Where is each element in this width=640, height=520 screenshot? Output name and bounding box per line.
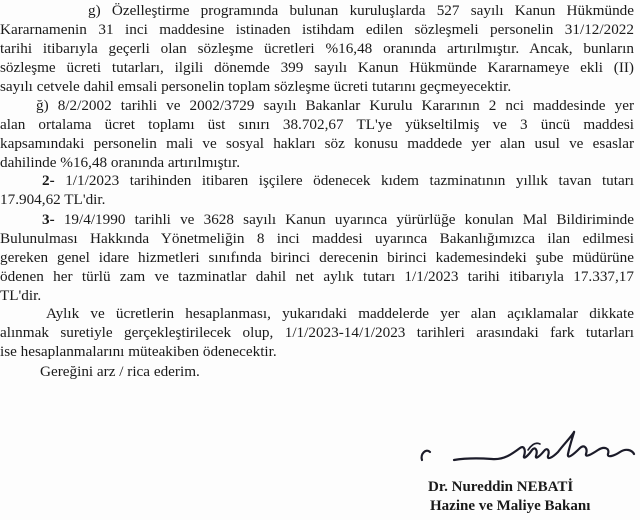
text-line: alınmak suretiyle gerçekleştirilecek olup, 1/1/2023-14/1/2023 tarihleri arasındaki fark tutarları bbox=[0, 324, 634, 341]
handwritten-signature bbox=[408, 414, 640, 480]
text-line: kapsamındaki personelin mali ve sosyal hakları söz konusu maddede yer alan usul ve esaslar bbox=[0, 135, 634, 152]
text-line: alan ortalama ücret toplamı üst sınırı 38.702,67 TL'ye yükseltilmiş ve 3 üncü maddesi bbox=[0, 116, 634, 133]
text-line bbox=[0, 171, 640, 190]
signatory-name: Dr. Nureddin NEBATİ bbox=[428, 479, 574, 495]
text-line: sayılı cetvele dahil emsali personelin toplam sözleşme ücreti tutarını geçmeyecektir. bbox=[0, 78, 512, 95]
paragraph-item-3 bbox=[0, 210, 640, 305]
item-text: 1/1/2023 tarihinden itibaren işçilere ödenecek kıdem tazminatının yıllık tavan tutarı bbox=[54, 172, 634, 189]
text-line: ğ) 8/2/2002 tarihli ve 2002/3729 sayılı Bakanlar Kurulu Kararının 2 nci maddesinde yer bbox=[36, 97, 634, 114]
text-line: gereken genel idare hizmetleri sınıfında birinci derecenin birinci kademesindeki şube müdürüne bbox=[0, 249, 634, 266]
item-text: 19/4/1990 tarihli ve 3628 sayılı Kanun uyarınca yürürlüğe konulan Mal Bildiriminde bbox=[54, 211, 634, 228]
closing-text: Gereğini arz / rica ederim. bbox=[40, 363, 200, 380]
item-number: 2- bbox=[42, 172, 55, 189]
signatory-title: Hazine ve Maliye Bakanı bbox=[430, 498, 591, 514]
item-number: 3- bbox=[42, 211, 55, 228]
text-line: Aylık ve ücretlerin hesaplanması, yukarıdaki maddelerde yer alan açıklamalar dikkate bbox=[46, 305, 634, 322]
text-line: ödenen her türlü zam ve tazminatlar dahil net aylık tutarı 1/1/2023 tarihi itibarıyla 17.337,17 bbox=[0, 268, 634, 285]
paragraph-gg bbox=[0, 96, 640, 172]
text-line: 17.904,62 TL'dir. bbox=[0, 191, 106, 208]
closing-line bbox=[0, 362, 640, 381]
text-line: ise hesaplanmalarını müteakiben ödenecektir. bbox=[0, 343, 277, 360]
text-line: tarihi itibarıyla geçerli olan sözleşme ücretleri %16,48 oranında artırılmıştır. Ancak, bunların bbox=[0, 40, 634, 57]
paragraph-aylik bbox=[0, 304, 640, 361]
text-line: Bulunulması Hakkında Yönetmeliğin 8 inci maddesi uyarınca Bakanlığımızca ilan edilmesi bbox=[0, 230, 634, 247]
text-line: Kararnamenin 31 inci maddesine istinaden istihdam edilen sözleşmeli personelin 31/12/2022 bbox=[0, 21, 634, 38]
text-line bbox=[0, 210, 640, 229]
text-line: TL'dir. bbox=[0, 287, 42, 304]
text-line: dahilinde %16,48 oranında artırılmıştır. bbox=[0, 154, 240, 171]
paragraph-g bbox=[0, 1, 640, 96]
text-line: g) Özelleştirme programında bulunan kuruluşlarda 527 sayılı Kanun Hükmünde bbox=[88, 2, 634, 19]
paragraph-item-2 bbox=[0, 171, 640, 209]
text-line: sözleşme ücreti tutarları, ilgili dönemde 399 sayılı Kanun Hükmünde Kararnameye ekli (II) bbox=[0, 59, 634, 76]
